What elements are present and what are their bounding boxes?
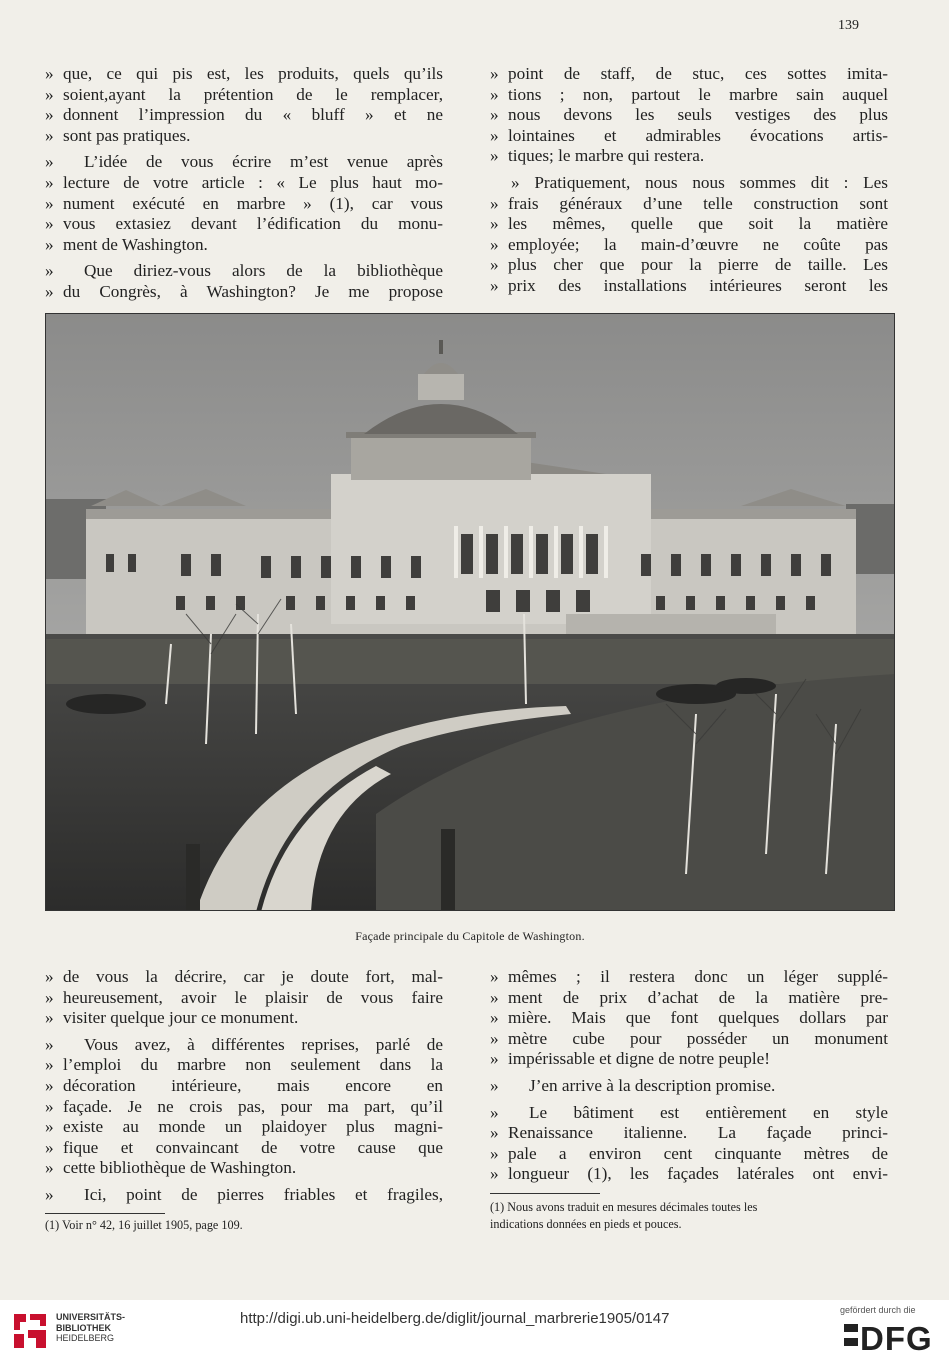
footnote-rule-right (490, 1193, 600, 1194)
text-line (45, 85, 443, 106)
quote-mark: » (490, 214, 499, 234)
text-line (45, 126, 443, 147)
text-line (45, 235, 443, 256)
line-text: l’emploi du marbre non seulement dans la (63, 1055, 443, 1075)
quote-mark: » (45, 1055, 54, 1075)
text-line (490, 967, 888, 988)
text-line (490, 988, 888, 1009)
line-text: donnent l’impression du « bluff » et ne (63, 105, 443, 125)
line-text: » Pratiquement, nous nous sommes dit : Les (511, 172, 888, 192)
text-line (45, 152, 443, 173)
quote-mark: » (490, 125, 499, 145)
line-text: façade. Je ne crois pas, pour ma part, qu’il (63, 1096, 443, 1116)
text-line (490, 64, 888, 85)
line-text: lecture de votre article : « Le plus haut mo- (63, 172, 443, 192)
quote-mark: » (490, 1008, 499, 1028)
text-line (45, 967, 443, 988)
line-text: Vous avez, à différentes reprises, parlé de (84, 1034, 443, 1054)
digitization-footer (0, 1300, 949, 1363)
text-line (490, 194, 888, 215)
text-line (45, 105, 443, 126)
source-url-link[interactable]: http://digi.ub.uni-heidelberg.de/diglit/journal_marbrerie1905/0147 (240, 1310, 670, 1327)
quote-mark: » (490, 234, 499, 254)
text-line (45, 282, 443, 303)
line-text: du Congrès, à Washington? Je me propose (63, 281, 443, 301)
text-line (490, 1029, 888, 1050)
line-text: frais généraux d’une telle construction sont (508, 193, 888, 213)
text-column-bottom-left (45, 967, 443, 1206)
text-line (490, 1076, 888, 1097)
line-text: nument exécuté en marbre » (1), car vous (63, 193, 443, 213)
line-text: Ici, point de pierres friables et fragiles, (84, 1184, 443, 1204)
quote-mark: » (45, 125, 54, 145)
quote-mark: » (45, 1117, 54, 1137)
quote-mark: » (45, 1008, 54, 1028)
quote-mark: » (45, 152, 54, 172)
university-library-logo-icon (10, 1310, 50, 1357)
text-line (45, 1097, 443, 1118)
quote-mark: » (490, 146, 499, 166)
line-text: les mêmes, quelle que soit la matière (508, 214, 888, 234)
footnote-right-line-1: (1) Nous avons traduit en mesures décimales toutes les (490, 1200, 758, 1214)
line-text: lointaines et admirables évocations artis- (508, 125, 888, 145)
line-text: fique et convaincant de votre cause que (63, 1137, 443, 1157)
text-line (45, 1008, 443, 1029)
line-text: heureusement, avoir le plaisir de vous faire (63, 987, 443, 1007)
text-line (490, 85, 888, 106)
line-text: point de staff, de stuc, ces sottes imita- (508, 64, 888, 83)
line-text: que, ce qui pis est, les produits, quels qu’ils (63, 64, 443, 83)
line-text: existe au monde un plaidoyer plus magni- (63, 1117, 443, 1137)
text-line (490, 276, 888, 297)
footnote-left: (1) Voir n° 42, 16 juillet 1905, page 109. (45, 1218, 243, 1232)
text-line (45, 1138, 443, 1159)
library-of-congress-photo (45, 313, 895, 911)
quote-mark: » (490, 1049, 499, 1069)
text-line (490, 1103, 888, 1124)
text-line (490, 1164, 888, 1185)
text-line (45, 1185, 443, 1206)
quote-mark: » (45, 1184, 54, 1204)
text-line (45, 64, 443, 85)
text-line (45, 1158, 443, 1179)
line-text: Que diriez-vous alors de la bibliothèque (84, 261, 443, 281)
text-line (490, 105, 888, 126)
quote-mark: » (45, 1158, 54, 1178)
footnote-rule-left (45, 1213, 165, 1214)
line-text: de vous la décrire, car je doute fort, mal- (63, 967, 443, 986)
quote-mark: » (45, 193, 54, 213)
text-line (490, 1123, 888, 1144)
university-library-name: UNIVERSITÄTS- BIBLIOTHEK HEIDELBERG (56, 1312, 126, 1343)
quote-mark: » (490, 1102, 499, 1122)
quote-mark: » (45, 1096, 54, 1116)
text-line (490, 146, 888, 167)
text-line (490, 1008, 888, 1029)
line-text: employée; la main-d’œuvre ne coûte pas (508, 234, 888, 254)
text-column-bottom-right (490, 967, 888, 1185)
line-text: tions ; non, partout le marbre sain auquel (508, 84, 888, 104)
text-line (490, 126, 888, 147)
text-line (45, 1117, 443, 1138)
quote-mark: » (490, 1164, 499, 1184)
line-text: plus cher que pour la pierre de taille. Les (508, 255, 888, 275)
dfg-logo-icon (842, 1318, 860, 1359)
text-line (490, 214, 888, 235)
quote-mark: » (490, 1075, 499, 1095)
quote-mark: » (490, 64, 499, 83)
line-text: nous devons les seuls vestiges des plus (508, 105, 888, 125)
text-line (45, 194, 443, 215)
funded-by-label: gefördert durch die (840, 1305, 916, 1315)
quote-mark: » (45, 987, 54, 1007)
line-text: ment de prix d’achat de la matière pre- (508, 987, 888, 1007)
text-line (490, 173, 888, 194)
page-number: 139 (838, 18, 859, 33)
quote-mark: » (490, 1143, 499, 1163)
line-text: mètre cube pour posséder un monument (508, 1028, 888, 1048)
line-text: décoration intérieure, mais encore en (63, 1075, 443, 1095)
line-text: L’idée de vous écrire m’est venue après (84, 152, 443, 172)
text-line (45, 1035, 443, 1056)
line-text: soient,ayant la prétention de le remplacer, (63, 84, 443, 104)
text-column-top-right (490, 64, 888, 297)
line-text: pale a environ cent cinquante mètres de (508, 1143, 888, 1163)
quote-mark: » (45, 967, 54, 986)
line-text: Le bâtiment est entièrement en style (529, 1102, 888, 1122)
quote-mark: » (45, 1137, 54, 1157)
quote-mark: » (45, 1075, 54, 1095)
quote-mark: » (45, 105, 54, 125)
text-line (45, 1055, 443, 1076)
line-text: tiques; le marbre qui restera. (508, 146, 705, 166)
quote-mark: » (490, 105, 499, 125)
quote-mark: » (490, 1028, 499, 1048)
quote-mark: » (490, 967, 499, 986)
line-text: longueur (1), les façades latérales ont envi- (508, 1164, 888, 1184)
quote-mark: » (45, 261, 54, 281)
line-text: Renaissance italienne. La façade princi- (508, 1123, 888, 1143)
line-text: vous extasiez devant l’édification du monu- (63, 214, 443, 234)
text-column-top-left (45, 64, 443, 303)
text-line (45, 1076, 443, 1097)
line-text: visiter quelque jour ce monument. (63, 1008, 299, 1028)
quote-mark: » (490, 255, 499, 275)
text-line (490, 1144, 888, 1165)
line-text: prix des installations intérieures seront les (508, 275, 888, 295)
line-text: mêmes ; il restera donc un léger supplé- (508, 967, 888, 986)
text-line (490, 235, 888, 256)
footnote-right-line-2: indications données en pieds et pouces. (490, 1217, 682, 1231)
text-line (490, 1049, 888, 1070)
line-text: cette bibliothèque de Washington. (63, 1158, 297, 1178)
quote-mark: » (45, 1034, 54, 1054)
quote-mark: » (45, 214, 54, 234)
quote-mark: » (490, 275, 499, 295)
text-line (45, 214, 443, 235)
text-line (45, 173, 443, 194)
line-text: mière. Mais que font quelques dollars par (508, 1008, 888, 1028)
quote-mark: » (45, 64, 54, 83)
line-text: J’en arrive à la description promise. (529, 1075, 776, 1095)
text-line (45, 988, 443, 1009)
quote-mark: » (490, 1123, 499, 1143)
quote-mark: » (490, 193, 499, 213)
quote-mark: » (45, 234, 54, 254)
line-text: sont pas pratiques. (63, 125, 191, 145)
quote-mark: » (45, 84, 54, 104)
quote-mark: » (490, 84, 499, 104)
quote-mark: » (490, 987, 499, 1007)
text-line (45, 261, 443, 282)
line-text: impérissable et digne de notre peuple! (508, 1049, 771, 1069)
quote-mark: » (45, 172, 54, 192)
photo-caption: Façade principale du Capitole de Washington. (355, 929, 585, 943)
line-text: ment de Washington. (63, 234, 208, 254)
quote-mark: » (45, 281, 54, 301)
dfg-logo-text: DFG (860, 1320, 933, 1357)
text-line (490, 255, 888, 276)
